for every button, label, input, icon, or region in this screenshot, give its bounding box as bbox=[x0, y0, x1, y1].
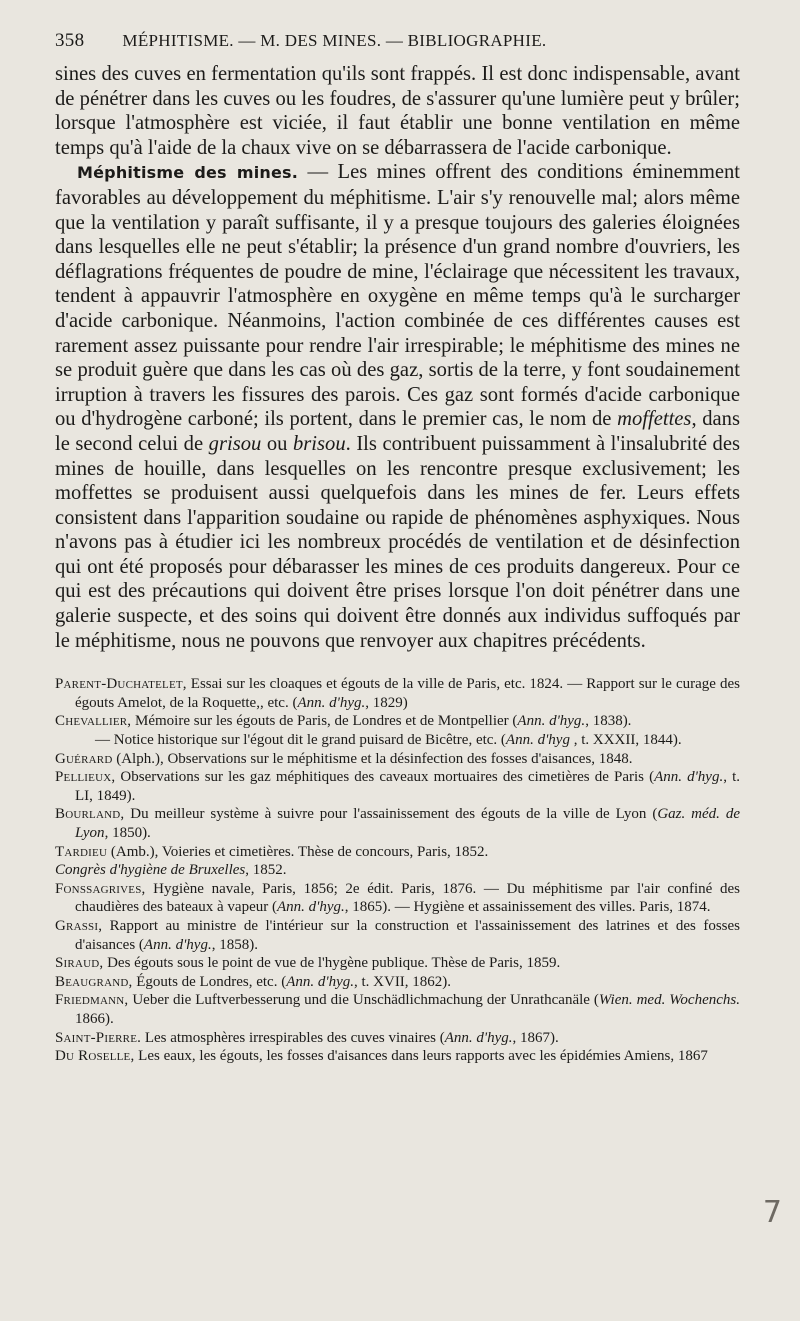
bib-text: Les atmosphères irrespirables des cuves vinaires ( bbox=[141, 1029, 445, 1046]
main-text bbox=[55, 62, 740, 653]
bib-author: Guérard bbox=[55, 750, 113, 767]
bib-entry bbox=[55, 861, 740, 880]
bib-entry bbox=[55, 991, 740, 1028]
bib-tail: , t. XXXII, 1844). bbox=[569, 732, 682, 749]
bib-text: Essai sur les cloaques et égouts de la ville de Paris, etc. 1824. — Rapport sur le curage des égouts Amelot, de la Roquette,, etc. ( bbox=[75, 676, 740, 711]
bib-author: Grassi, bbox=[55, 917, 103, 934]
bib-tail: , 1852. bbox=[245, 862, 287, 879]
term-brisou: brisou bbox=[292, 432, 346, 455]
bib-author: Bourland, bbox=[55, 806, 125, 823]
bib-journal: Ann. d'hyg. bbox=[517, 713, 586, 730]
bib-text: Hygiène navale, Paris, 1856; 2e édit. Paris, 1876. — Du méphitisme par l'air confiné des chaudières des bateaux à vapeur ( bbox=[75, 880, 740, 916]
bib-journal: Ann. d'hyg. bbox=[143, 936, 212, 953]
bib-tail: , 1858). bbox=[211, 936, 258, 953]
bib-journal: Gaz. méd. de Lyon bbox=[75, 806, 740, 841]
bibliography bbox=[55, 675, 740, 1065]
bib-entry bbox=[55, 954, 740, 973]
bib-author: Fonssagrives, bbox=[55, 880, 146, 897]
page-number: 358 bbox=[55, 30, 85, 51]
bib-text: Ueber die Luftverbesserung und die Unschädlichmachung der Unrathcanäle ( bbox=[128, 992, 599, 1009]
running-title: MÉPHITISME. — M. DES MINES. — BIBLIOGRAPHIE. bbox=[122, 31, 547, 50]
bib-entry bbox=[55, 768, 740, 805]
bib-journal: Ann. d'hyg. bbox=[276, 899, 345, 916]
bib-author: Saint-Pierre. bbox=[55, 1029, 142, 1046]
bib-entry bbox=[55, 675, 740, 712]
paragraph-text: , dans le second celui de bbox=[55, 408, 740, 455]
bib-tail: , t. LI, 1849). bbox=[75, 769, 740, 804]
bib-entry bbox=[55, 973, 740, 992]
bib-text: Des égouts sous le point de vue de l'hygène publique. Thèse de Paris, 1859. bbox=[103, 955, 561, 972]
bib-tail: 1866). bbox=[75, 1010, 114, 1027]
bib-entry bbox=[55, 805, 740, 842]
section-heading-mines: Méphitisme des mines. bbox=[77, 163, 299, 183]
bib-journal: Ann. d'hyg. bbox=[654, 769, 724, 786]
bib-text: Égouts de Londres, etc. ( bbox=[132, 973, 287, 990]
bib-entry bbox=[55, 917, 740, 954]
bib-text: Rapport au ministre de l'intérieur sur la construction et l'assainissement des latrines et des fosses d'aisances ( bbox=[75, 917, 740, 953]
paragraph-cuves: sines des cuves en fermentation qu'ils sont frappés. Il est donc indispensable, avant de pénétrer dans les cuves ou les foudres, de s'assurer qu'une lumière peut y brûler; lorsque l'atmosphère est viciée, il faut établir une bonne ventilation en même temps qu'à l'aide de la chaux vive on se débarrassera de l'acide carbonique. bbox=[55, 63, 740, 159]
bib-journal: Ann. d'hyg. bbox=[297, 694, 366, 711]
bib-text: Mémoire sur les égouts de Paris, de Londres et de Montpellier ( bbox=[131, 713, 518, 730]
bib-tail: , 1865). — Hygiène et assainissement des villes. Paris, 1874. bbox=[344, 899, 711, 916]
paragraph-mines bbox=[55, 160, 740, 653]
bib-journal: Ann. d'hyg bbox=[505, 732, 570, 749]
bib-author: Pellieux, bbox=[55, 769, 116, 786]
bib-journal: Wien. med. Wochenchs. bbox=[598, 992, 740, 1009]
bib-author: Du Roselle, bbox=[55, 1048, 135, 1065]
bib-entry bbox=[55, 1047, 740, 1066]
bib-author: Parent-Duchatelet, bbox=[55, 676, 187, 693]
bib-tail: , 1838). bbox=[585, 713, 632, 730]
bib-journal: Ann. d'hyg. bbox=[286, 973, 354, 990]
bib-tail: , 1829) bbox=[365, 694, 408, 711]
paragraph-text: — Les mines offrent des conditions éminemment favorables au développement du méphitisme. L'air s'y renouvelle mal; alors même que la ventilation y paraît suffisante, il y a presque toujours des galeries éloignées dans lesquelles elle ne peut s'établir; la présence d'un grand nombre d'ouvriers, les déflagrations fréquentes de poudre de mine, l'éclairage que nécessitent les travaux, tendent à appauvrir l'atmosphère en oxygène en même temps qu'à le surcharger d'acide carbonique. Néanmoins, l'action combinée de ces différentes causes est rarement assez puissante pour rendre l'air irrespirable; le méphitisme des mines ne se produit guère que dans les cas où des gaz, sortis de la terre, y font soudainement irruption à travers les fissures des parois. Ces gaz sont formés d'acide carbonique ou d'hydrogène carboné; ils portent, dans le premier cas, le nom de bbox=[55, 161, 740, 431]
bib-author: Chevallier, bbox=[55, 713, 132, 730]
bib-tail: , 1867). bbox=[512, 1029, 559, 1046]
bib-tail: , t. XVII, 1862). bbox=[353, 973, 452, 990]
bib-journal: Ann. d'hyg. bbox=[444, 1029, 513, 1046]
bib-text: (Alph.), Observations sur le méphitisme et la désinfection des fosses d'aisances, 1848. bbox=[112, 750, 633, 767]
term-grisou: grisou bbox=[208, 432, 262, 455]
bib-text: Les eaux, les égouts, les fosses d'aisances dans leurs rapports avec les épidémies Amiens, 1867 bbox=[134, 1048, 708, 1065]
bib-author: Siraud, bbox=[55, 955, 104, 972]
bib-text: (Amb.), Voieries et cimetières. Thèse de concours, Paris, 1852. bbox=[107, 843, 489, 860]
bib-entry bbox=[55, 843, 740, 862]
paragraph-text: . Ils contribuent puissamment à l'insalubrité des mines de houille, dans lesquelles on les rencontre presque exclusivement; les moffettes se produisent aussi quelquefois dans les mines de fer. Leurs effets consistent dans l'apparition soudaine ou rapide de phénomènes asphyxiques. Nous n'avons pas à étudier ici les nombreux procédés de ventilation et de désinfection qui ont été proposés pour débarasser les mines de ces produits dangereux. Pour ce qui est des précautions qui doivent être prises lorsque l'on doit pénétrer dans une galerie suspecte, et des soins qui doivent être donnés aux individus suffoqués par le méphitisme, nous ne pouvons que renvoyer aux chapitres précédents. bbox=[55, 432, 741, 652]
bib-entry bbox=[55, 750, 740, 769]
bib-text: Du meilleur système à suivre pour l'assainissement des égouts de la ville de Lyon ( bbox=[124, 806, 658, 823]
bib-continuation bbox=[75, 731, 740, 750]
bib-author: Tardieu bbox=[55, 843, 108, 860]
paragraph-text: ou bbox=[261, 432, 293, 455]
bib-tail: , 1850). bbox=[104, 825, 151, 841]
page-header bbox=[55, 30, 740, 52]
margin-annotation: 7 bbox=[762, 1195, 782, 1230]
bib-author: Friedmann, bbox=[55, 992, 129, 1009]
bib-text: Observations sur les gaz méphitiques des caveaux mortuaires des cimetières de Paris ( bbox=[115, 769, 655, 786]
term-moffettes: moffettes bbox=[617, 408, 692, 431]
bib-entry bbox=[55, 712, 740, 749]
bib-journal: Congrès d'hygiène de Bruxelles bbox=[55, 862, 246, 879]
bib-entry bbox=[55, 1029, 740, 1048]
bib-text: — Notice historique sur l'égout dit le grand puisard de Bicêtre, etc. ( bbox=[95, 732, 506, 749]
bib-author: Beaugrand, bbox=[55, 973, 133, 990]
bib-entry bbox=[55, 880, 740, 917]
